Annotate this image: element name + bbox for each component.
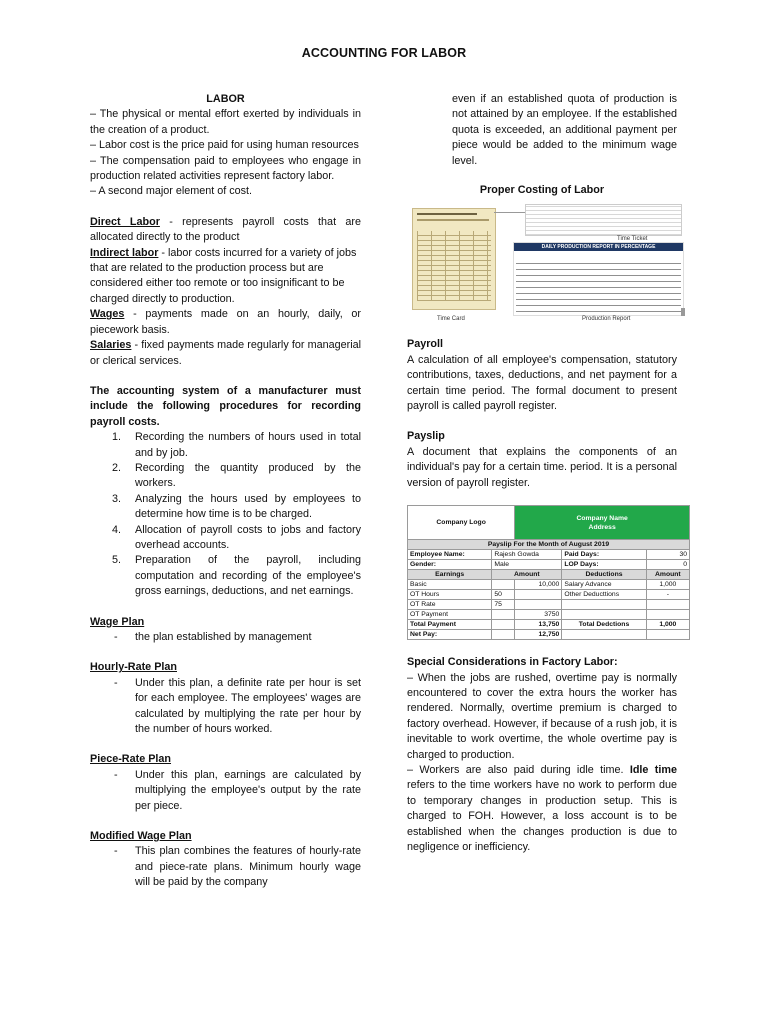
special-heading: Special Considerations in Factory Labor: [407, 656, 618, 669]
direct-labor-definition: Direct Labor - represents payroll costs that are allocated directly to the product [90, 215, 361, 244]
labor-point: – A second major element of cost. [90, 185, 253, 198]
payslip-table [407, 505, 690, 640]
time-card-image [412, 208, 496, 310]
time-card-caption: Time Card [437, 316, 465, 323]
connector-line [494, 212, 526, 213]
special-paragraph-2: – Workers are also paid during idle time. Idle time refers to the time workers have no work to perform due to temporary changes in production setup. This is charged to FOH. However, a loss account is to be established when the changes production is due to negligence or inefficiency. [407, 763, 677, 853]
payslip-heading: Payslip [407, 430, 445, 443]
piece-rate-plan-item: - Under this plan, earnings are calculated by multiplying the employee's output by the rate per piece. [114, 768, 361, 812]
special-paragraph-1: – When the jobs are rushed, overtime pay is normally encountered to cover the extra hours the worker has rendered. Normally, overtime premium is charged to factory overhead. However, if because of a rush job, it is inevitable to work overtime, the whole overtime pay is charged to production. [407, 671, 677, 761]
wage-plan-item: - the plan established by management [114, 631, 312, 643]
table-row: Basic 10,000 Salary Advance 1,000 [408, 580, 690, 590]
procedures-list [90, 430, 361, 599]
production-report-title: DAILY PRODUCTION REPORT IN PERCENTAGE [514, 243, 683, 251]
table-row: Gender: Male LOP Days: 0 [408, 560, 690, 570]
company-logo: Company Logo [408, 506, 515, 540]
table-row: Total Payment 13,750 Total Dedctions 1,000 [408, 620, 690, 630]
table-row: Employee Name: Rajesh Gowda Paid Days: 30 [408, 550, 690, 560]
salaries-term: Salaries [90, 339, 132, 352]
table-row: OT Payment 3750 [408, 610, 690, 620]
production-report-image [513, 242, 684, 316]
hourly-rate-plan-item: - Under this plan, a definite rate per hour is set for each employee. The employees' wages are calculated by multiplying the rate per hour by the number of hours worked. [114, 676, 361, 736]
list-item: 5. Preparation of the payroll, including computation and recording of the employee's gross earnings, deductions, and net earnings. [111, 554, 361, 598]
list-item: 1. Recording the numbers of hours used in total and by job. [111, 431, 361, 459]
costing-heading: Proper Costing of Labor [479, 184, 605, 197]
table-header: Earnings Amount Deductions Amount [408, 570, 690, 580]
table-row: OT Hours 50 Other Deducttions - [408, 590, 690, 600]
time-ticket-caption: Time Ticket [617, 236, 648, 243]
payslip-month: Payslip For the Month of August 2019 [408, 540, 690, 550]
list-item: 4. Allocation of payroll costs to jobs and factory overhead accounts. [111, 523, 361, 551]
procedures-intro: The accounting system of a manufacturer must include the following procedures for recording payroll costs. [90, 384, 361, 428]
production-report-caption: Production Report [582, 316, 631, 323]
wages-definition: Wages - payments made on an hourly, daily, or piecework basis. [90, 308, 361, 336]
hourly-rate-plan-heading: Hourly-Rate Plan [90, 661, 177, 674]
table-row: OT Rate 75 [408, 600, 690, 610]
piece-rate-plan-heading: Piece-Rate Plan [90, 753, 172, 766]
list-item: 3. Analyzing the hours used by employees to determine how time is to be charged. [111, 492, 361, 521]
payroll-text: A calculation of all employee's compensation, statutory contributions, taxes, deductions, and net payment for a certain time period. The formal document to present payroll is called payroll register. [407, 353, 677, 413]
indirect-labor-definition: Indirect labor - labor costs incurred for a variety of jobs that are related to the production process but are considered either too remote or too insignificant to be charged directly to production. [90, 246, 357, 305]
left-column [90, 92, 361, 891]
scrollbar [681, 308, 685, 316]
labor-costing-figure [407, 204, 682, 324]
wages-term: Wages [90, 308, 125, 321]
payslip-text: A document that explains the components of an individual's pay for a certain time. period. It is a personal version of payroll register. [407, 445, 677, 489]
modified-wage-plan-item: - This plan combines the features of hourly-rate and piece-rate plans. Minimum hourly wage will be paid by the company [114, 845, 361, 889]
table-row: Net Pay: 12,750 [408, 630, 690, 640]
labor-point: – The physical or mental effort exerted by individuals in the creation of a product. [90, 108, 361, 136]
direct-labor-term: Direct Labor [90, 215, 160, 228]
payroll-heading: Payroll [407, 338, 444, 351]
time-ticket-image [525, 204, 682, 236]
indirect-labor-term: Indirect labor [90, 246, 159, 259]
labor-heading: LABOR [206, 93, 245, 105]
salaries-definition: Salaries - fixed payments made regularly for managerial or clerical services. [90, 339, 361, 367]
right-column [407, 92, 687, 855]
page-title: ACCOUNTING FOR LABOR [301, 46, 467, 60]
list-item: 2. Recording the quantity produced by the workers. [111, 461, 361, 490]
wage-plan-heading: Wage Plan [90, 615, 145, 628]
modified-wage-plan-continued: even if an established quota of production is not attained by an employee. If the established quota is exceeded, an additional payment per piece would be added to the minimum wage level. [452, 93, 677, 167]
labor-point: – The compensation paid to employees who engage in production related activities represent factory labor. [90, 154, 361, 183]
company-name-header: Company Name Address [515, 506, 690, 540]
labor-point: – Labor cost is the price paid for using human resources [90, 139, 359, 152]
modified-wage-plan-heading: Modified Wage Plan [90, 830, 192, 843]
